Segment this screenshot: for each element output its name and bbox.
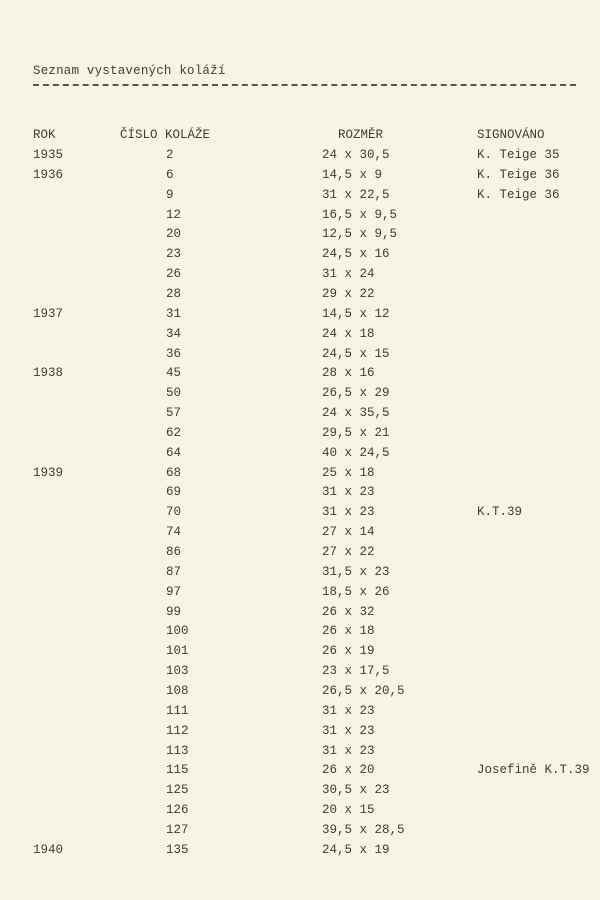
table-row <box>0 466 600 486</box>
cell-size: 31 x 24 <box>322 267 375 282</box>
table-row <box>0 227 600 247</box>
cell-size: 24,5 x 15 <box>322 346 390 361</box>
cell-number: 26 <box>166 267 182 282</box>
table-row <box>0 803 600 823</box>
table-row <box>0 624 600 644</box>
cell-number: 28 <box>166 286 182 301</box>
cell-size: 26 x 20 <box>322 763 375 778</box>
cell-size: 31 x 23 <box>322 703 375 718</box>
table-header <box>0 128 600 148</box>
cell-size: 14,5 x 12 <box>322 306 390 321</box>
cell-size: 12,5 x 9,5 <box>322 227 398 242</box>
table-row <box>0 485 600 505</box>
cell-number: 6 <box>166 167 174 182</box>
cell-number: 36 <box>166 346 182 361</box>
cell-size: 14,5 x 9 <box>322 167 383 182</box>
cell-size: 24 x 30,5 <box>322 148 390 162</box>
cell-number: 108 <box>166 683 189 698</box>
cell-size: 39,5 x 28,5 <box>322 822 405 837</box>
table-row <box>0 644 600 664</box>
table-row <box>0 525 600 545</box>
table-row <box>0 148 600 168</box>
table-row <box>0 426 600 446</box>
cell-size: 18,5 x 26 <box>322 584 390 599</box>
cell-size: 26 x 32 <box>322 604 375 619</box>
cell-year: 1936 <box>33 167 64 182</box>
cell-number: 86 <box>166 545 182 559</box>
cell-size: 27 x 14 <box>322 525 375 540</box>
cell-number: 34 <box>166 326 182 341</box>
table-row <box>0 267 600 287</box>
cell-number: 135 <box>166 842 189 857</box>
cell-number: 125 <box>166 783 189 798</box>
table-row <box>0 664 600 684</box>
cell-size: 31 x 23 <box>322 743 375 758</box>
cell-number: 9 <box>166 187 174 202</box>
table-row <box>0 783 600 803</box>
cell-size: 24,5 x 16 <box>322 247 390 262</box>
cell-size: 26 x 18 <box>322 624 375 639</box>
table-row <box>0 843 600 863</box>
table-row <box>0 724 600 744</box>
table-row <box>0 605 600 625</box>
table-row <box>0 366 600 386</box>
cell-year: 1935 <box>33 148 64 162</box>
cell-size: 31 x 22,5 <box>322 187 390 202</box>
cell-size: 25 x 18 <box>322 465 375 480</box>
table-row <box>0 763 600 783</box>
cell-number: 127 <box>166 822 189 837</box>
cell-signed: K. Teige 35 <box>477 148 560 162</box>
cell-signed: K. Teige 36 <box>477 187 560 202</box>
cell-number: 45 <box>166 366 182 381</box>
table-row <box>0 247 600 267</box>
table-row <box>0 406 600 426</box>
cell-size: 31 x 23 <box>322 723 375 738</box>
table-row <box>0 545 600 565</box>
cell-number: 31 <box>166 306 182 321</box>
cell-number: 113 <box>166 743 189 758</box>
cell-number: 112 <box>166 723 189 738</box>
table-row <box>0 327 600 347</box>
table-row <box>0 744 600 764</box>
cell-number: 2 <box>166 148 174 162</box>
cell-size: 20 x 15 <box>322 803 375 818</box>
cell-size: 16,5 x 9,5 <box>322 207 398 222</box>
table-row <box>0 684 600 704</box>
header-year: ROK <box>33 128 56 142</box>
cell-size: 29 x 22 <box>322 286 375 301</box>
cell-year: 1939 <box>33 465 64 480</box>
cell-year: 1937 <box>33 306 64 321</box>
header-signed: SIGNOVÁNO <box>477 128 545 142</box>
document-title: Seznam vystavených koláží <box>33 64 226 78</box>
cell-size: 26 x 19 <box>322 644 375 659</box>
cell-number: 62 <box>166 425 182 440</box>
cell-size: 24 x 18 <box>322 326 375 341</box>
table-row <box>0 347 600 367</box>
cell-number: 50 <box>166 386 182 401</box>
table-row <box>0 208 600 228</box>
cell-number: 87 <box>166 564 182 579</box>
cell-size: 26,5 x 29 <box>322 386 390 401</box>
cell-number: 57 <box>166 406 182 421</box>
table-row <box>0 386 600 406</box>
cell-number: 12 <box>166 207 182 222</box>
cell-number: 64 <box>166 445 182 460</box>
cell-size: 27 x 22 <box>322 545 375 559</box>
cell-number: 101 <box>166 644 189 659</box>
cell-size: 29,5 x 21 <box>322 425 390 440</box>
cell-number: 100 <box>166 624 189 639</box>
cell-number: 69 <box>166 485 182 500</box>
cell-number: 70 <box>166 505 182 520</box>
cell-size: 31 x 23 <box>322 485 375 500</box>
header-number: ČÍSLO KOLÁŽE <box>120 128 211 142</box>
header-size: ROZMĚR <box>338 128 384 142</box>
table-row <box>0 823 600 843</box>
cell-number: 111 <box>166 703 189 718</box>
table-row <box>0 188 600 208</box>
title-underline <box>33 84 576 86</box>
cell-size: 24 x 35,5 <box>322 406 390 421</box>
cell-size: 31,5 x 23 <box>322 564 390 579</box>
cell-number: 99 <box>166 604 182 619</box>
table-row <box>0 565 600 585</box>
cell-signed: K.T.39 <box>477 505 523 520</box>
cell-signed: K. Teige 36 <box>477 167 560 182</box>
cell-size: 28 x 16 <box>322 366 375 381</box>
cell-number: 20 <box>166 227 182 242</box>
cell-size: 24,5 x 19 <box>322 842 390 857</box>
table-row <box>0 446 600 466</box>
table-row <box>0 287 600 307</box>
cell-number: 23 <box>166 247 182 262</box>
cell-size: 30,5 x 23 <box>322 783 390 798</box>
cell-number: 115 <box>166 763 189 778</box>
cell-signed: Josefině K.T.39 <box>477 763 590 778</box>
cell-number: 68 <box>166 465 182 480</box>
table-row <box>0 704 600 724</box>
cell-year: 1938 <box>33 366 64 381</box>
cell-number: 126 <box>166 803 189 818</box>
cell-number: 97 <box>166 584 182 599</box>
table-row <box>0 585 600 605</box>
table-row <box>0 168 600 188</box>
table-row <box>0 505 600 525</box>
cell-size: 40 x 24,5 <box>322 445 390 460</box>
table-row <box>0 307 600 327</box>
cell-number: 74 <box>166 525 182 540</box>
cell-year: 1940 <box>33 842 64 857</box>
cell-size: 26,5 x 20,5 <box>322 683 405 698</box>
cell-size: 23 x 17,5 <box>322 664 390 679</box>
cell-size: 31 x 23 <box>322 505 375 520</box>
cell-number: 103 <box>166 664 189 679</box>
